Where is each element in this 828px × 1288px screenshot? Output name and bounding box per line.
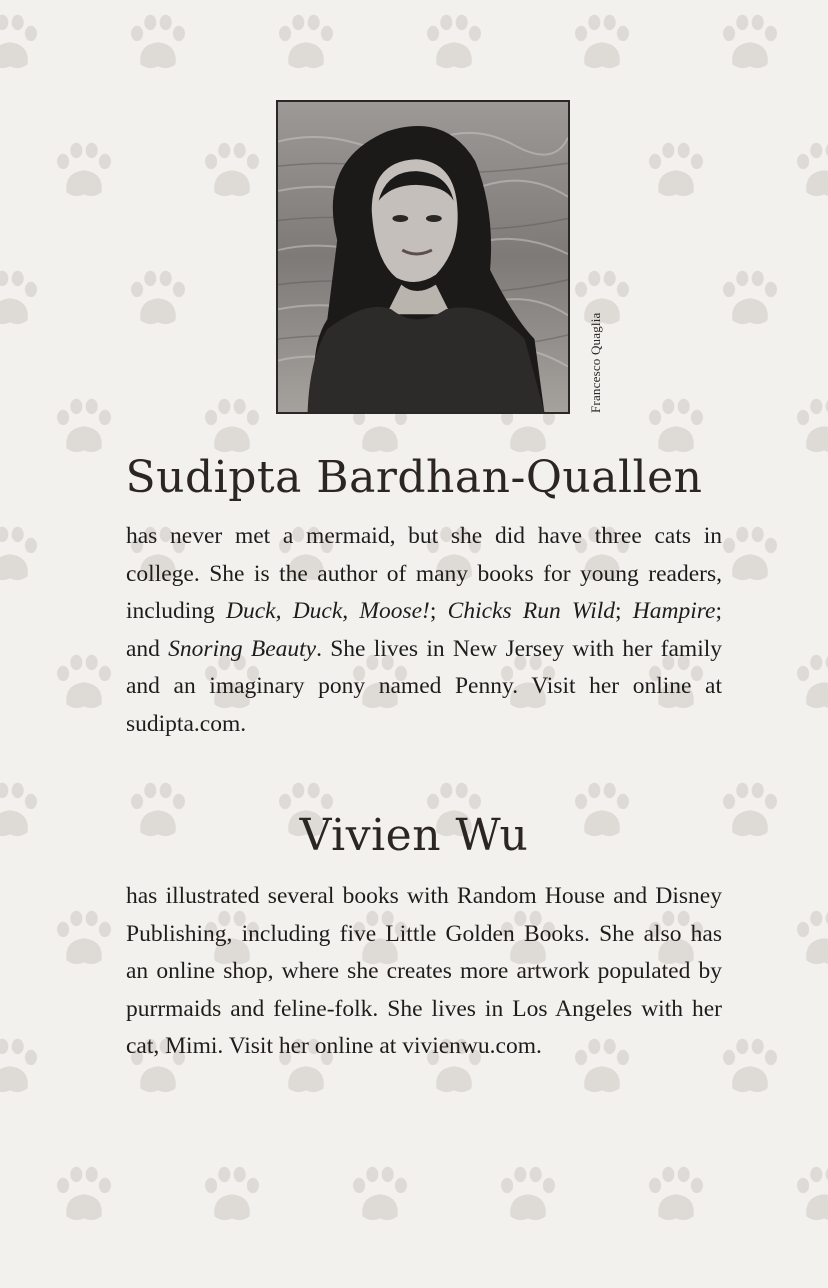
paw-print-icon	[205, 1167, 259, 1220]
paw-print-icon	[723, 527, 777, 580]
book-title: Hampire	[632, 598, 716, 624]
book-title: Duck, Duck, Moose!	[226, 598, 430, 624]
author-bio	[126, 518, 722, 743]
paw-print-icon	[57, 143, 111, 196]
paw-print-icon	[0, 1039, 37, 1092]
paw-print-icon	[649, 1167, 703, 1220]
bio-text: ;	[429, 598, 448, 624]
paw-print-icon	[575, 15, 629, 68]
bio-text: ;	[615, 598, 633, 624]
paw-print-icon	[797, 655, 828, 708]
author-photo	[276, 100, 570, 414]
book-title: Chicks Run Wild	[447, 598, 616, 624]
paw-print-icon	[353, 1167, 407, 1220]
paw-print-icon	[649, 399, 703, 452]
photo-credit: Francesco Quaglia	[588, 312, 603, 413]
paw-print-icon	[0, 15, 37, 68]
bio-text: has never met a mermaid, but she did have three cats in college. She is the author of many books for young readers, including	[126, 523, 722, 624]
paw-print-icon	[723, 1039, 777, 1092]
paw-print-icon	[427, 15, 481, 68]
paw-print-icon	[797, 911, 828, 964]
paw-print-icon	[723, 271, 777, 324]
bio-text: ; and	[126, 598, 722, 662]
paw-print-icon	[205, 399, 259, 452]
paw-print-icon	[131, 271, 185, 324]
illustrator-name: Vivien Wu	[299, 810, 529, 861]
paw-print-icon	[205, 143, 259, 196]
paw-print-icon	[57, 1167, 111, 1220]
paw-print-icon	[723, 15, 777, 68]
bio-text: . She lives in New Jersey with her family and an imaginary pony named Penny. Visit her online at sudipta.com.	[126, 635, 723, 737]
paw-print-icon	[797, 143, 828, 196]
paw-print-icon	[57, 655, 111, 708]
paw-print-icon	[797, 1167, 828, 1220]
paw-print-icon	[57, 399, 111, 452]
paw-print-icon	[279, 15, 333, 68]
paw-print-icon	[649, 143, 703, 196]
author-portrait-image	[278, 102, 568, 412]
book-title: Snoring Beauty	[168, 635, 317, 662]
illustrator-bio: has illustrated several books with Random House and Disney Publishing, including five Little Golden Books. She also has an online shop, where she creates more artwork populated by purrmaids and feline-folk. She lives in Los Angeles with her cat, Mimi. Visit her online at vivienwu.com.	[126, 883, 722, 1059]
paw-print-icon	[0, 271, 37, 324]
author-name: Sudipta Bardhan-Quallen	[125, 452, 703, 503]
paw-print-icon	[0, 527, 37, 580]
paw-print-icon	[501, 1167, 555, 1220]
paw-print-icon	[797, 399, 828, 452]
paw-print-icon	[131, 15, 185, 68]
paw-print-icon	[57, 911, 111, 964]
